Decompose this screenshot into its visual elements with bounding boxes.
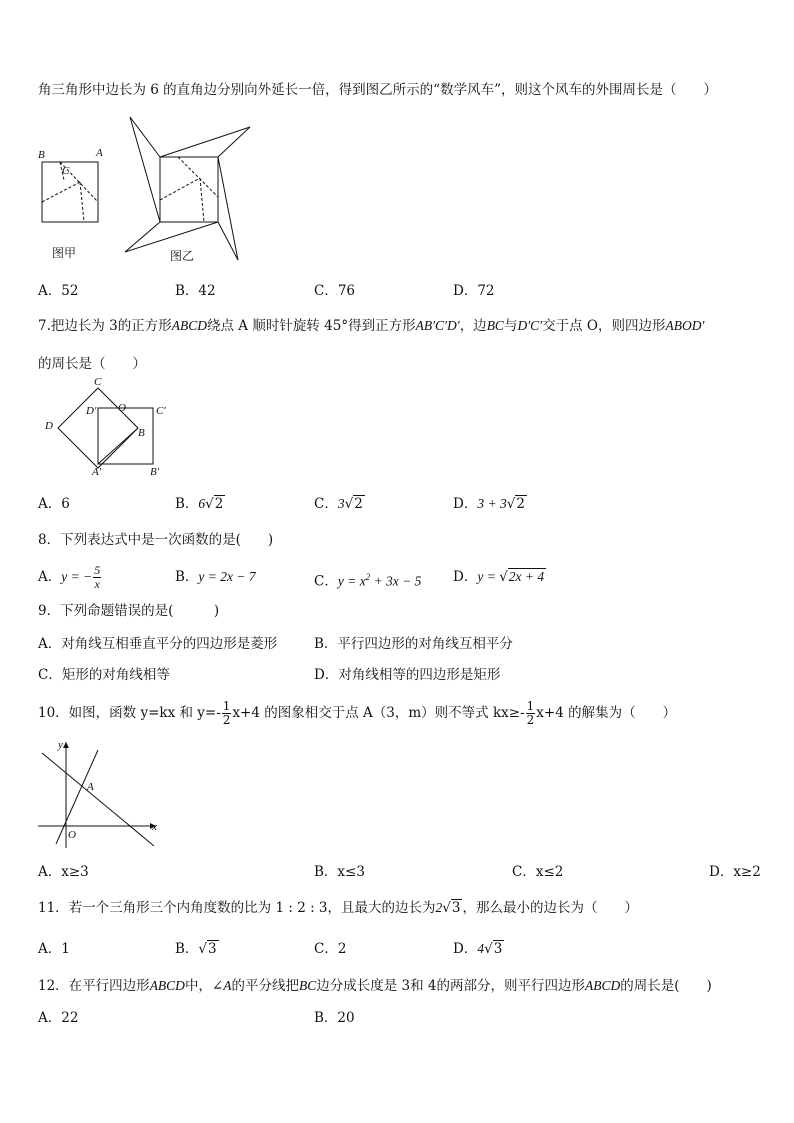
q8-stem: 8．下列表达式中是一次函数的是( ): [38, 532, 274, 548]
q6-figure-jia: [30, 140, 110, 260]
q10-option-c: C．x≤2: [512, 864, 564, 880]
q10-figure: [38, 738, 168, 848]
q12-option-b: B．20: [314, 1010, 355, 1026]
q10-option-b: B．x≤3: [314, 864, 365, 880]
fig7-label-c: C: [94, 376, 102, 388]
q7-stem: 7.把边长为 3的正方形ABCD绕点 A 顺时针旋转 45°得到正方形AB′C′D′，边BC与D′C′交于点 O，则四边形ABOD′: [38, 318, 705, 334]
q7-stem-cont: 的周长是（ ）: [38, 356, 146, 372]
q11-option-d: D．4√3: [453, 941, 503, 957]
q11-option-a: A．1: [38, 941, 70, 957]
q6-option-a: A．52: [38, 283, 79, 299]
fig10-label-a: A: [87, 781, 94, 793]
q12-option-a: A．22: [38, 1010, 79, 1026]
q9-option-a: A．对角线互相垂直平分的四边形是菱形: [38, 636, 278, 652]
fig10-label-x: x: [152, 821, 157, 833]
fig6-label-c: C: [62, 165, 70, 177]
fig7-label-d: D: [45, 420, 53, 432]
fig7-label-a1: A′: [92, 466, 102, 478]
fig6-label-b: B: [38, 149, 45, 161]
q12-stem: 12．在平行四边形ABCD中，∠A的平分线把BC边分成长度是 3和 4的两部分，则平行四边形ABCD的周长是( ): [38, 978, 712, 994]
q6-option-b: B．42: [175, 283, 216, 299]
fig7-label-o: O: [118, 402, 126, 414]
q11-option-c: C．2: [314, 941, 347, 957]
q6-option-c: C．76: [314, 283, 356, 299]
q7-figure: [40, 378, 170, 478]
q9-stem: 9．下列命题错误的是( ): [38, 603, 220, 619]
fig7-label-d1: D′: [86, 405, 97, 417]
q8-option-d: D．y = √2x + 4: [453, 569, 545, 585]
q11-stem: 11．若一个三角形三个内角度数的比为 1 : 2 : 3，且最大的边长为2√3 ，那么最小的边长为（ ）: [38, 900, 638, 916]
q7-option-a: A．6: [38, 496, 70, 512]
q7-option-d: D．3 + 3√2: [453, 496, 525, 512]
fig6-label-a: A: [96, 147, 103, 159]
fig7-label-b: B: [138, 427, 145, 439]
fig7-label-c1: C′: [156, 405, 166, 417]
q7-option-b: B．6√2: [175, 496, 224, 512]
fig10-label-o: O: [68, 829, 76, 841]
q6-option-d: D．72: [453, 283, 495, 299]
q6-figure-yi: [120, 112, 260, 267]
q8-option-c: C．$y = x^2 + 3x - 5$: [314, 572, 422, 590]
q6-stem: 角三角形中边长为 6 的直角边分别向外延长一倍，得到图乙所示的“数学风车”，则这个风车的外围周长是（ ）: [38, 82, 717, 98]
fig7-label-b1: B′: [150, 466, 160, 478]
q10-option-d: D．x≥2: [709, 864, 761, 880]
q7-option-c: C．3√2: [314, 496, 363, 512]
q8-option-b: B．y = 2x − 7: [175, 569, 256, 585]
q10-option-a: A．x≥3: [38, 864, 89, 880]
fig6-caption-yi: 图乙: [170, 249, 195, 263]
q9-option-c: C．矩形的对角线相等: [38, 667, 170, 683]
q11-option-b: B．√3: [175, 941, 217, 957]
fig6-caption-jia: 图甲: [52, 246, 77, 260]
q10-stem: 10．如图，函数 y=kx 和 y=- $\frac{1}{2}$ x+4 的图象相交于点 A（3，m）则不等式 kx≥- $\frac{1}{2}$ x+4 的解集为（ ）: [38, 699, 677, 727]
q8-option-a: A．y = − $\frac{5}{x}$: [38, 563, 101, 591]
fig10-label-y: y: [58, 739, 63, 751]
q9-option-d: D．对角线相等的四边形是矩形: [314, 667, 501, 683]
q9-option-b: B．平行四边形的对角线互相平分: [314, 636, 513, 652]
